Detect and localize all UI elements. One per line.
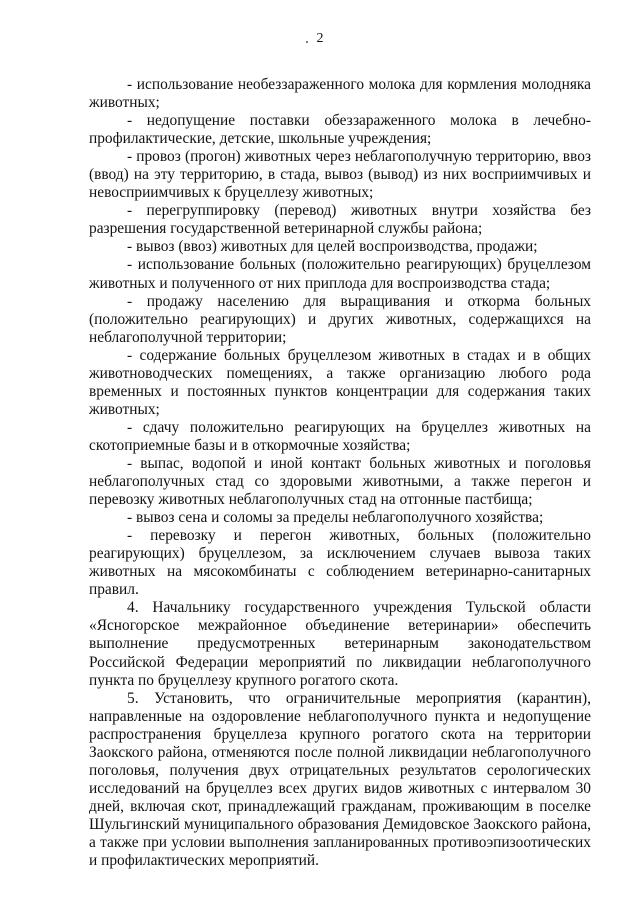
list-item: - продажу населению для выращивания и откорма больных (положительно реагирующих) и других животных, содержащихся на неблагополучной территории;: [89, 292, 591, 346]
list-item: - использование больных (положительно реагирующих) бруцеллезом животных и полученного от них приплода для воспроизводства стада;: [89, 256, 591, 292]
list-item: - вывоз (ввоз) животных для целей воспроизводства, продажи;: [127, 238, 538, 256]
scan-speck: [306, 41, 308, 43]
list-item: - провоз (прогон) животных через неблагополучную территорию, ввоз (ввод) на эту территорию, в стада, вывоз (вывод) из них восприимчивых и невосприимчивых к бруцеллезу животных;: [89, 148, 591, 202]
list-item: - перевозку и перегон животных, больных (положительно реагирующих) бруцеллезом, за исключением случаев вывоза таких животных на мясокомбинаты с соблюдением ветеринарно-санитарных правил.: [89, 527, 591, 599]
numbered-paragraph-5: 5. Установить, что ограничительные мероприятия (карантин), направленные на оздоровление неблагополучного пункта и недопущение распространения бруцеллеза крупного рогатого скота на территории Заокского района, отменяются после полной ликвидации неблагополучного поголовья, получения двух отрицательных результатов серологических исследований на бруцеллез всех других видов животных с интервалом 30 дней, включая скот, принадлежащий гражданам, проживающим в поселке Шульгинский муниципального образования Демидовское Заокского района, а также при условии выполнения запланированных противоэпизоотических и профилактических мероприятий.: [89, 689, 591, 870]
list-item: - выпас, водопой и иной контакт больных животных и поголовья неблагополучных стад со здоровыми животными, а также перегон и перевозку животных неблагополучных стад на отгонные пастбища;: [89, 454, 591, 509]
page-number: 2: [316, 31, 324, 46]
document-body: [89, 76, 591, 870]
list-item: - содержание больных бруцеллезом животных в стадах и в общих животноводческих помещениях, а также организацию любого рода временных и постоянных пунктов концентрации для содержания таких животных;: [89, 346, 591, 418]
list-item: - использование необеззараженного молока для кормления молодняка животных;: [89, 76, 591, 112]
list-item: - перегруппировку (перевод) животных внутри хозяйства без разрешения государственной ветеринарной службы района;: [89, 202, 591, 238]
list-item: - вывоз сена и соломы за пределы неблагополучного хозяйства;: [127, 509, 544, 527]
list-item: - недопущение поставки обеззараженного молока в лечебно-профилактические, детские, школьные учреждения;: [89, 112, 591, 148]
list-item: - сдачу положительно реагирующих на бруцеллез животных на скотоприемные базы и в откормочные хозяйства;: [89, 418, 591, 454]
numbered-paragraph-4: 4. Начальнику государственного учреждения Тульской области «Ясногорское межрайонное объединение ветеринарии» обеспечить выполнение предусмотренных ветеринарным законодательством Российской Федерации мероприятий по ликвидации неблагополучного пункта по бруцеллезу крупного рогатого скота.: [89, 599, 591, 689]
